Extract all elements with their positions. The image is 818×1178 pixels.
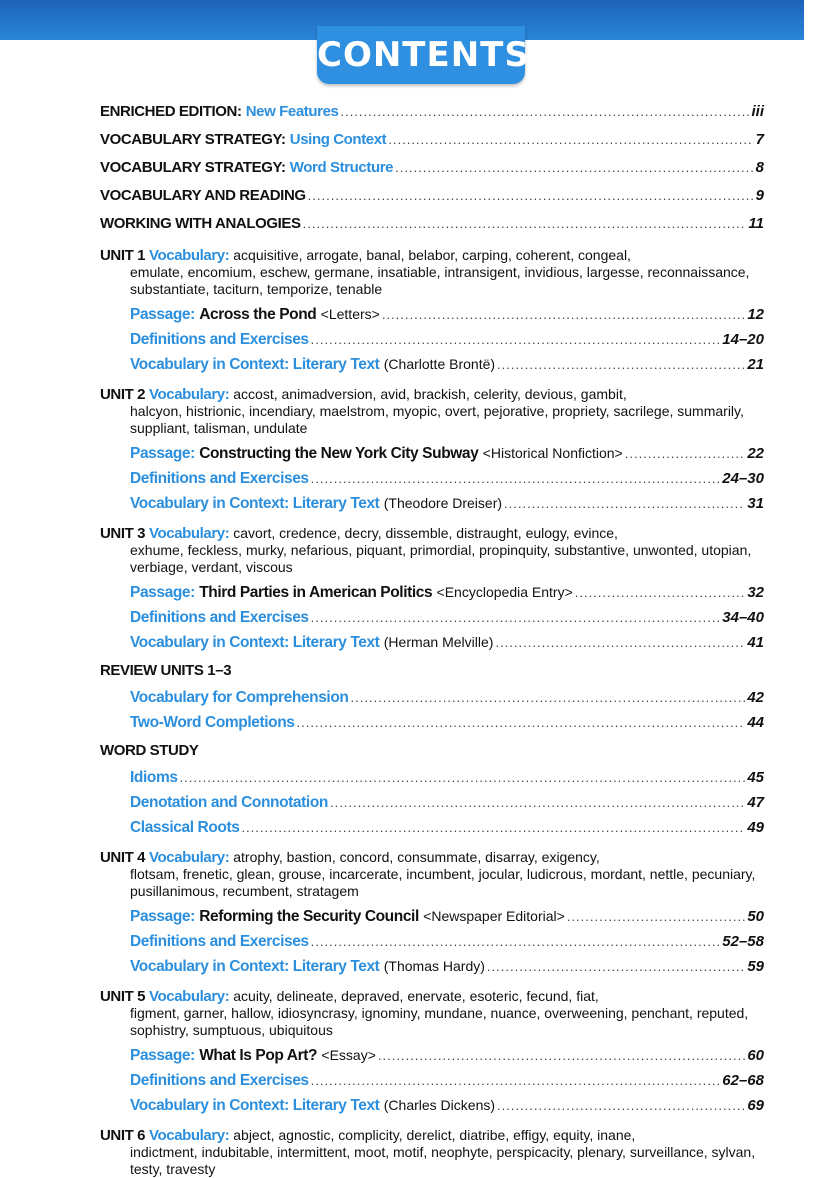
leader-dots [495,630,745,655]
leader-dots [497,352,745,377]
leader-dots [504,491,745,516]
page-number: 41 [747,634,764,651]
unit-label: UNIT 2 [100,386,146,403]
vocabulary-in-context-entry[interactable] [100,491,764,516]
page-number: 69 [747,1097,764,1114]
leader-dots [378,1043,745,1068]
definitions-label: Definitions and Exercises [130,470,309,487]
vocabulary-label: Vocabulary: [149,988,230,1005]
entry-link: Denotation and Connotation [130,794,328,811]
page-number: 14–20 [722,331,764,348]
toc-entry-working-with-analogies[interactable] [100,210,764,238]
vocabulary-in-context-entry[interactable] [100,954,764,979]
unit-header [100,247,764,264]
leader-dots [487,954,745,979]
unit-1 [100,247,764,377]
leader-dots [350,685,745,710]
unit-words: atrophy, bastion, concord, consummate, disarray, exigency, [233,849,600,865]
vic-author: (Charlotte Brontë) [383,356,496,372]
unit-words-continued: indictment, indubitable, intermittent, moot, motif, neophyte, perspicacity, plenary, surveillance, sylvan, testy, travesty [130,1144,756,1177]
passage-title: Reforming the Security Council [199,908,419,925]
definitions-label: Definitions and Exercises [130,1072,309,1089]
section-head: REVIEW UNITS 1–3 [100,662,232,679]
page-number: 31 [747,495,764,512]
unit-header [100,988,764,1005]
leader-dots [297,710,746,735]
passage-entry[interactable] [100,1043,764,1068]
page-number: 45 [747,769,764,786]
vic-author: (Charles Dickens) [383,1097,496,1113]
page-number: 44 [747,714,764,731]
passage-label: Passage: [130,445,195,462]
passage-label: Passage: [130,1047,195,1064]
passage-title: Across the Pond [199,306,317,323]
definitions-entry[interactable] [100,605,764,630]
passage-title: What Is Pop Art? [199,1047,318,1064]
word-study-heading [100,737,764,765]
entry-link: Idioms [130,769,178,786]
leader-dots [308,182,754,210]
definitions-label: Definitions and Exercises [130,331,309,348]
vocabulary-label: Vocabulary: [149,525,230,542]
page-number: 60 [747,1047,764,1064]
leader-dots [625,441,746,466]
toc-entry-using-context[interactable] [100,126,764,154]
definitions-entry[interactable] [100,1068,764,1093]
leader-dots [311,605,721,630]
leader-dots [311,466,721,491]
entry-link: Classical Roots [130,819,240,836]
unit-words-continued: figment, garner, hallow, idiosyncrasy, ignominy, mundane, nuance, overweening, penchant, reputed, sophistry, sumptuous, ubiquitous [130,1005,749,1038]
vic-label: Vocabulary in Context: Literary Text [130,495,380,512]
leader-dots [567,904,746,929]
unit-words-continued: halcyon, histrionic, incendiary, maelstrom, myopic, overt, pejorative, propriety, sacrilege, summarily, suppliant, talisman, undulate [130,403,744,436]
unit-words: accost, animadversion, avid, brackish, celerity, devious, gambit, [233,386,627,402]
leader-dots [303,210,747,238]
definitions-entry[interactable] [100,327,764,352]
entry-head: VOCABULARY AND READING [100,187,306,204]
page-number: 47 [747,794,764,811]
passage-genre: <Essay> [321,1047,376,1063]
page-number: iii [751,103,764,120]
word-study-entry-classical-roots[interactable] [100,815,764,840]
vic-author: (Thomas Hardy) [383,958,485,974]
page-number: 50 [747,908,764,925]
vocabulary-label: Vocabulary: [149,386,230,403]
page-number: 52–58 [722,933,764,950]
page-number: 62–68 [722,1072,764,1089]
unit-header [100,386,764,403]
entry-head: ENRICHED EDITION: [100,103,242,120]
entry-head: VOCABULARY STRATEGY: [100,159,286,176]
definitions-label: Definitions and Exercises [130,933,309,950]
review-entry-two-word-completions[interactable] [100,710,764,735]
passage-entry[interactable] [100,580,764,605]
page-number: 12 [747,306,764,323]
page-number: 9 [755,187,764,204]
entry-link: New Features [245,103,339,120]
leader-dots [311,1068,721,1093]
vic-author: (Herman Melville) [383,634,494,650]
passage-genre: <Newspaper Editorial> [423,908,565,924]
definitions-entry[interactable] [100,466,764,491]
leader-dots [388,126,753,154]
section-head: WORD STUDY [100,742,199,759]
page-number: 49 [747,819,764,836]
unit-words: cavort, credence, decry, dissemble, distraught, eulogy, evince, [233,525,618,541]
unit-label: UNIT 3 [100,525,146,542]
entry-head: WORKING WITH ANALOGIES [100,215,301,232]
vocabulary-in-context-entry[interactable] [100,630,764,655]
leader-dots [395,154,754,182]
leader-dots [180,765,746,790]
unit-label: UNIT 1 [100,247,146,264]
unit-words: acuity, delineate, depraved, enervate, esoteric, fecund, fiat, [233,988,599,1004]
table-of-contents [100,98,764,1178]
passage-title: Third Parties in American Politics [199,584,433,601]
leader-dots [382,302,745,327]
passage-genre: <Encyclopedia Entry> [436,584,573,600]
entry-link: Using Context [289,131,387,148]
page-title: CONTENTS [317,26,525,84]
vic-label: Vocabulary in Context: Literary Text [130,1097,380,1114]
unit-3 [100,525,764,655]
passage-genre: <Historical Nonfiction> [482,445,623,461]
passage-entry[interactable] [100,441,764,466]
unit-label: UNIT 5 [100,988,146,1005]
entry-link: Word Structure [289,159,394,176]
leader-dots [311,929,721,954]
unit-words-continued: flotsam, frenetic, glean, grouse, incarcerate, incumbent, jocular, ludicrous, mordant, nettle, pecuniary, pusillanimous, recumbent, stratagem [130,866,756,899]
word-study-entry-denotation[interactable] [100,790,764,815]
toc-entry-enriched-edition[interactable] [100,98,764,126]
toc-entry-word-structure[interactable] [100,154,764,182]
page-number: 7 [755,131,764,148]
vocabulary-label: Vocabulary: [149,849,230,866]
page-number: 24–30 [722,470,764,487]
unit-words: acquisitive, arrogate, banal, belabor, carping, coherent, congeal, [233,247,631,263]
passage-title: Constructing the New York City Subway [199,445,479,462]
page-number: 32 [747,584,764,601]
word-study-entry-idioms[interactable] [100,765,764,790]
unit-header [100,525,764,542]
unit-words-continued: emulate, encomium, eschew, germane, insatiable, intransigent, invidious, largesse, reconnaissance, substantiate, taciturn, temporize, tenable [130,264,750,297]
unit-header [100,1127,764,1144]
unit-header [100,849,764,866]
definitions-entry[interactable] [100,929,764,954]
vic-label: Vocabulary in Context: Literary Text [130,356,380,373]
unit-words: abject, agnostic, complicity, derelict, diatribe, effigy, equity, inane, [233,1127,636,1143]
vocabulary-in-context-entry[interactable] [100,1093,764,1118]
passage-label: Passage: [130,908,195,925]
passage-label: Passage: [130,584,195,601]
page-number: 8 [755,159,764,176]
passage-entry[interactable] [100,904,764,929]
page-number: 42 [747,689,764,706]
vocabulary-label: Vocabulary: [149,247,230,264]
page-number: 34–40 [722,609,764,626]
toc-entry-vocabulary-and-reading[interactable] [100,182,764,210]
vocabulary-in-context-entry[interactable] [100,352,764,377]
leader-dots [330,790,745,815]
leader-dots [575,580,746,605]
passage-entry[interactable] [100,302,764,327]
page-number: 21 [747,356,764,373]
unit-label: UNIT 4 [100,849,146,866]
page-number: 11 [748,215,764,232]
leader-dots [497,1093,745,1118]
review-units-heading [100,657,764,685]
vocabulary-label: Vocabulary: [149,1127,230,1144]
unit-4 [100,849,764,979]
entry-head: VOCABULARY STRATEGY: [100,131,286,148]
entry-link: Vocabulary for Comprehension [130,689,349,706]
unit-6 [100,1127,764,1178]
entry-link: Two-Word Completions [130,714,295,731]
unit-2 [100,386,764,516]
vic-author: (Theodore Dreiser) [383,495,503,511]
vic-label: Vocabulary in Context: Literary Text [130,634,380,651]
leader-dots [311,327,721,352]
passage-genre: <Letters> [320,306,380,322]
page-number: 22 [747,445,764,462]
definitions-label: Definitions and Exercises [130,609,309,626]
unit-words-continued: exhume, feckless, murky, nefarious, piquant, primordial, propinquity, substantive, unwonted, utopian, verbiage, verdant, viscous [130,542,752,575]
vic-label: Vocabulary in Context: Literary Text [130,958,380,975]
leader-dots [340,98,749,126]
unit-5 [100,988,764,1118]
unit-label: UNIT 6 [100,1127,146,1144]
page-number: 59 [747,958,764,975]
leader-dots [241,815,745,840]
review-entry-vocabulary-for-comprehension[interactable] [100,685,764,710]
passage-label: Passage: [130,306,195,323]
